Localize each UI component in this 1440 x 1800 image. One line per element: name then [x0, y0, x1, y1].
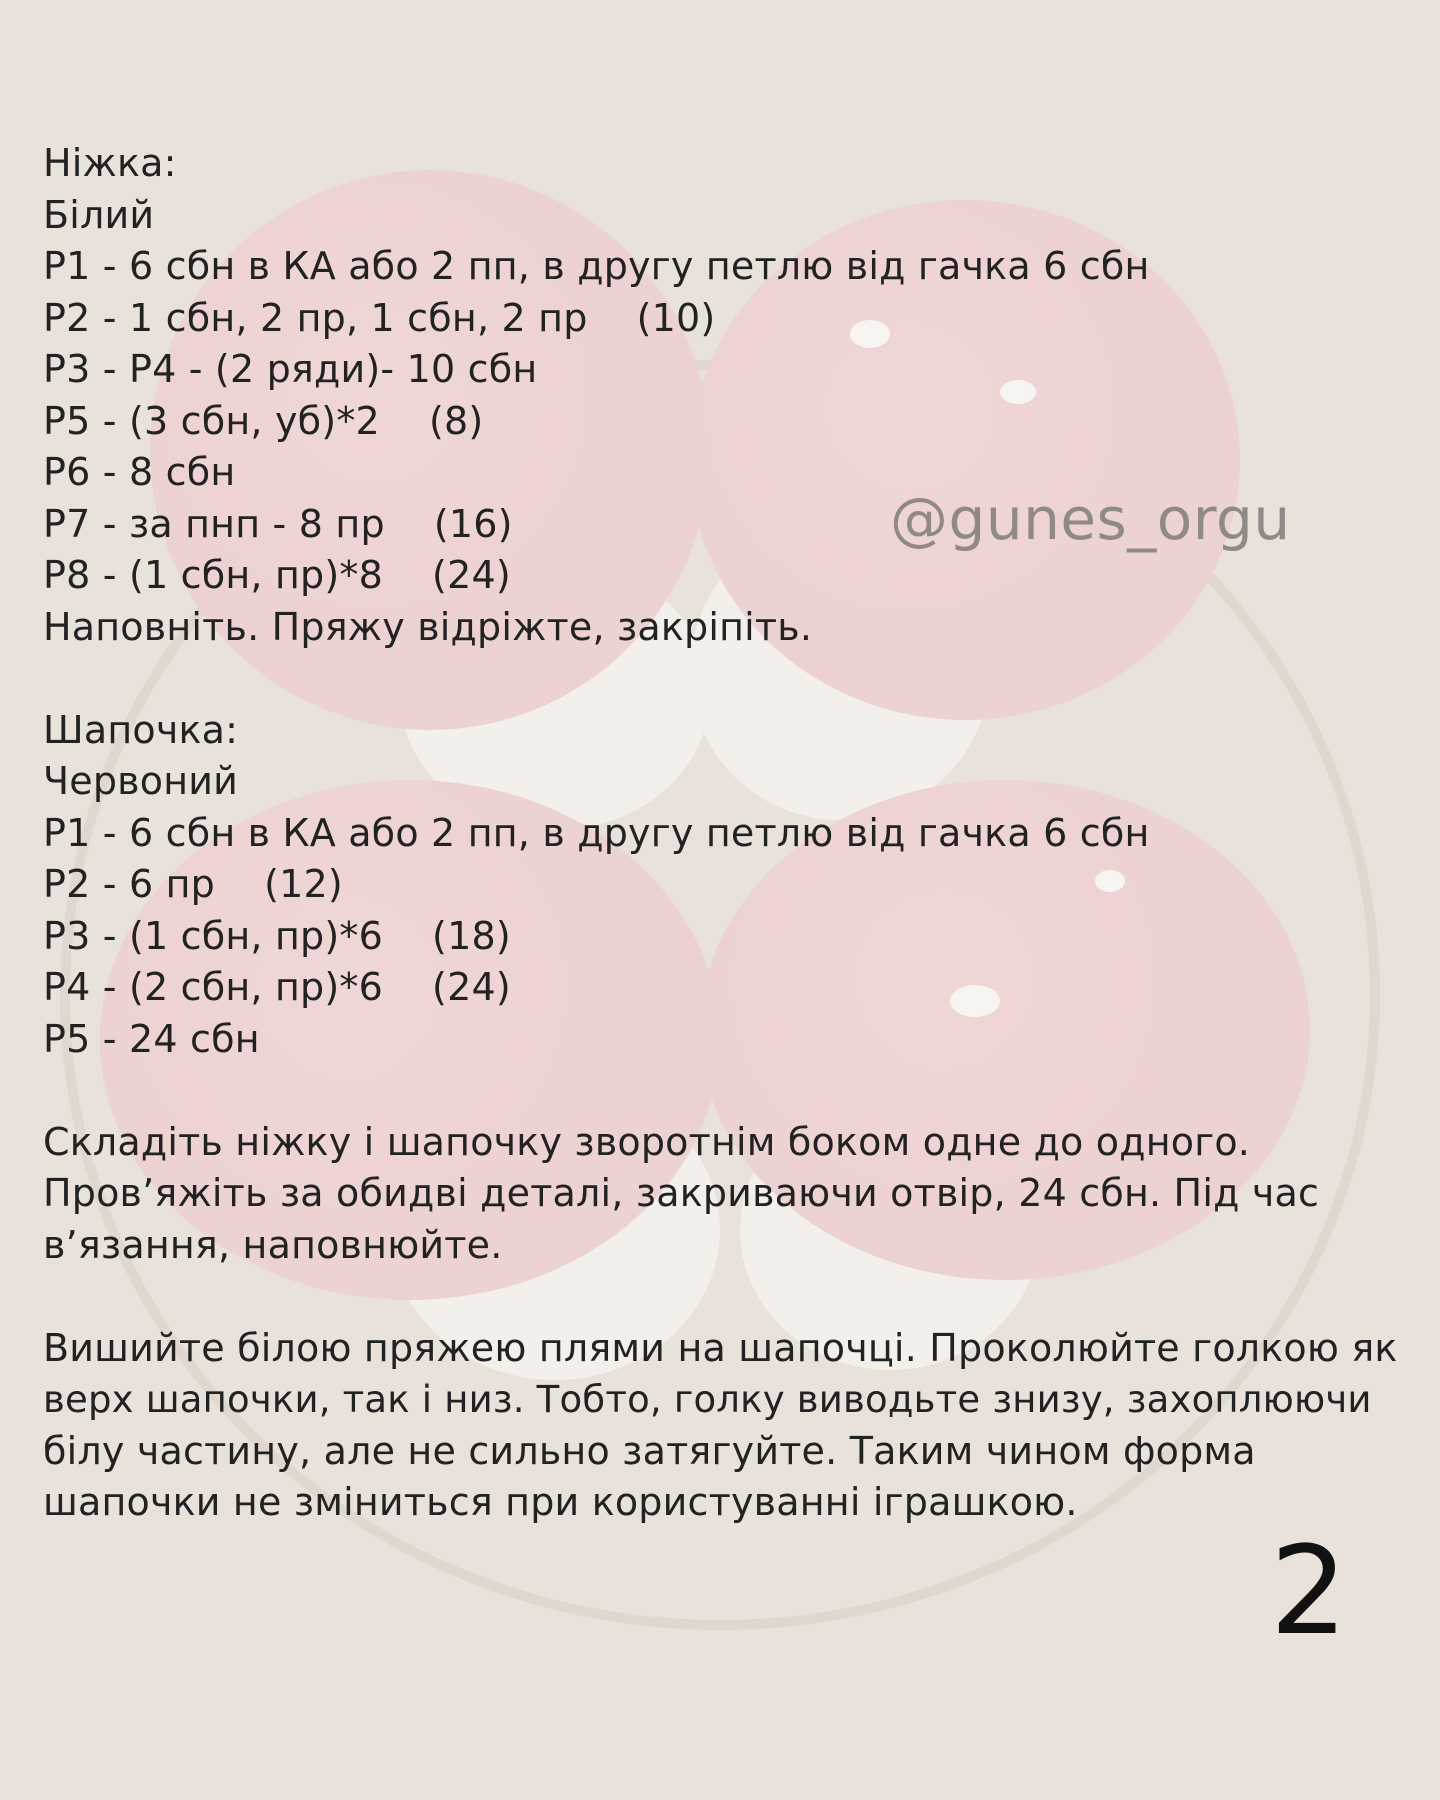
assembly-paragraph-line: Складіть ніжку і шапочку зворотнім боком одне до одного. [43, 1119, 1251, 1164]
embroidery-paragraph-line: шапочки не зміниться при користуванні іграшкою. [43, 1480, 1078, 1524]
pattern-row: Р2 - 6 пр (12) [43, 862, 343, 906]
assembly-paragraph-line: в’язання, наповнюйте. [43, 1222, 503, 1267]
pattern-row: Р5 - (3 сбн, уб)*2 (8) [43, 398, 484, 443]
assembly-paragraph-line: Пров’яжіть за обидві деталі, закриваючи отвір, 24 сбн. Під час [43, 1171, 1320, 1215]
section-heading: Шапочка: [43, 707, 239, 752]
embroidery-paragraph-line: білу частину, але не сильно затягуйте. Таким чином форма [43, 1428, 1256, 1473]
spacer [43, 1271, 1403, 1323]
pattern-row: Р5 - 24 сбн [43, 1016, 260, 1061]
watermark: @gunes_orgu [890, 485, 1291, 553]
pattern-row: Р7 - за пнп - 8 пр (16) [43, 501, 513, 546]
pattern-row: Р2 - 1 сбн, 2 пр, 1 сбн, 2 пр (10) [43, 295, 716, 340]
pattern-note: Наповніть. Пряжу відріжте, закріпіть. [43, 604, 813, 649]
yarn-color: Червоний [43, 759, 239, 803]
pattern-row: Р3 - Р4 - (2 ряди)- 10 сбн [43, 347, 538, 391]
pattern-row: Р6 - 8 сбн [43, 450, 236, 494]
pattern-row: Р4 - (2 сбн, пр)*6 (24) [43, 965, 511, 1009]
pattern-row: Р8 - (1 сбн, пр)*8 (24) [43, 553, 511, 597]
spacer [43, 1065, 1403, 1117]
pattern-row: Р3 - (1 сбн, пр)*6 (18) [43, 913, 511, 958]
pattern-row: Р1 - 6 сбн в КА або 2 пп, в другу петлю від гачка 6 сбн [43, 244, 1150, 288]
yarn-color: Білий [43, 192, 155, 237]
section-heading: Ніжка: [43, 141, 177, 185]
page-number: 2 [1270, 1520, 1348, 1662]
spacer [43, 653, 1403, 705]
pattern-text [43, 138, 1403, 1529]
embroidery-paragraph-line: Вишийте білою пряжею плями на шапочці. Проколюйте голкою як [43, 1325, 1398, 1370]
pattern-row: Р1 - 6 сбн в КА або 2 пп, в другу петлю від гачка 6 сбн [43, 810, 1150, 855]
embroidery-paragraph-line: верх шапочки, так і низ. Тобто, голку виводьте знизу, захоплюючи [43, 1378, 1372, 1421]
